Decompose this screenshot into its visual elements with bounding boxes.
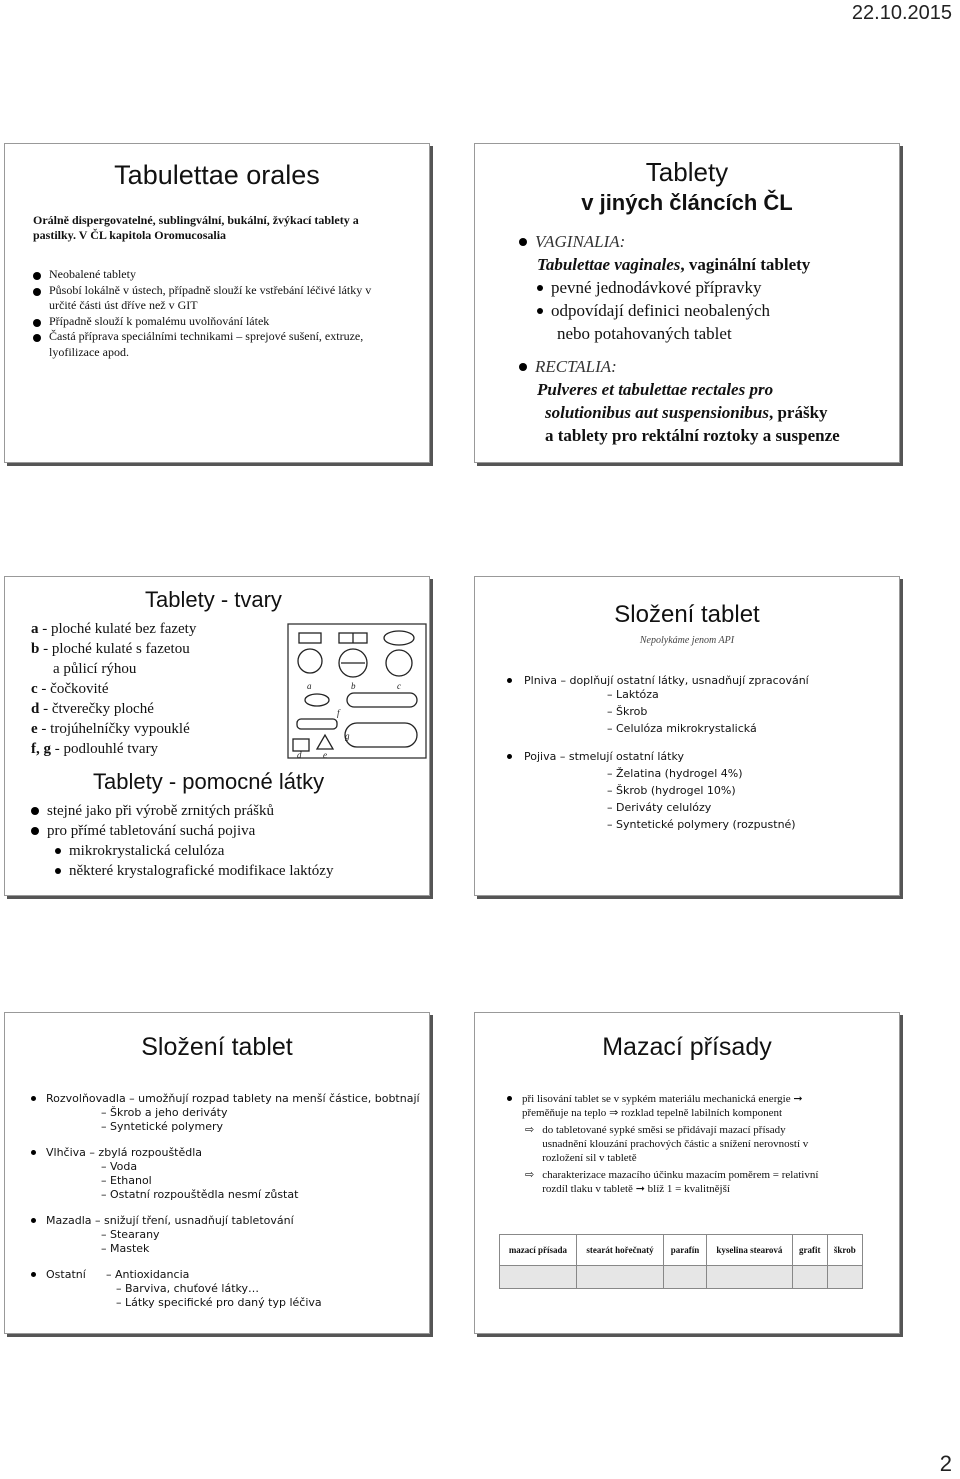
bullet-dot: [507, 754, 512, 759]
bullet-dot: [31, 1096, 36, 1101]
list-item: ⇨ charakterizace mazacího účinku mazacím poměrem = relativní rozdíl tlaku v tabletě ➞ blíž 1 = kvalitnější: [525, 1169, 819, 1195]
bullet-dot: [537, 285, 543, 291]
lubricant-table: [499, 1234, 863, 1289]
list-item: – Látky specifické pro daný typ léčiva: [116, 1296, 322, 1309]
slide-title-2: Tablety - pomocné látky: [93, 769, 325, 794]
bullet-dot: [33, 272, 41, 280]
list-item: a - ploché kulaté bez fazety: [31, 621, 197, 637]
bullet-dot: [55, 868, 61, 874]
table-cell: mazací přísada: [500, 1235, 577, 1266]
list-item: – Laktóza: [607, 688, 659, 701]
page-date: 22.10.2015: [851, 2, 952, 24]
figure-letter-c: c: [397, 681, 401, 691]
list-item: – Ostatní rozpouštědla nesmí zůstat: [101, 1188, 299, 1201]
list-item: – Voda: [101, 1160, 138, 1173]
list-item: a půlicí rýhou: [53, 661, 137, 677]
list-item: Neobalené tablety: [33, 267, 383, 283]
group-pojiva: Pojiva – stmelují ostatní látky: [507, 750, 899, 764]
outline-arrow-icon: ⇨: [525, 1124, 535, 1136]
vaginalia-section: [519, 230, 899, 345]
slide-title: Tablety: [645, 157, 729, 187]
list-item: odpovídají definici neobalených: [519, 299, 899, 322]
figure-letter-b: b: [351, 681, 356, 691]
bullet-dot: [33, 319, 41, 327]
rectalia-line-2: solutionibus aut suspensionibus, prášky: [545, 403, 828, 422]
list-item: – Syntetické polymery: [101, 1120, 223, 1133]
slide-title: Tabulettae orales: [114, 160, 320, 190]
list-item: c - čočkovité: [31, 681, 109, 697]
list-item: pevné jednodávkové přípravky: [519, 276, 899, 299]
bullet-dot: [31, 1272, 36, 1277]
slide-mazaci-prisady: [474, 1012, 900, 1334]
lubricants-text: [507, 1092, 879, 1196]
table-row: [500, 1266, 863, 1289]
slide-tablety-tvary: [4, 576, 430, 896]
figure-letters: [287, 623, 427, 759]
intro-line-1: Orálně dispergovatelné, sublingvální, bukální, žvýkací tablety a: [33, 213, 359, 227]
list-item: Působí lokálně v ústech, případně slouží ke vstřebání léčivé látky v určité části úst dříve než v GIT: [33, 283, 383, 314]
list-item: – Barviva, chuťové látky…: [116, 1282, 260, 1295]
figure-letter-d: d: [297, 750, 302, 759]
table-row: [500, 1235, 863, 1266]
bullet-dot: [507, 1096, 512, 1101]
list-item: při lisování tablet se v sypkém materiálu mechanická energie ➞ přeměňuje na teplo ⇒ rozklad tepelně labilních komponent: [507, 1092, 879, 1120]
excipients-list: [31, 801, 333, 881]
intro-line-2: pastilky. V ČL kapitola Oromucosalia: [33, 228, 227, 242]
list-item: – Škrob: [607, 705, 648, 718]
slide-title: Mazací přísady: [602, 1033, 772, 1061]
shapes-list: [31, 619, 196, 759]
list-item-continuation: nebo potahovaných tablet: [557, 324, 732, 343]
bullet-dot: [33, 288, 41, 296]
group-rozvolnovadla: Rozvolňovadla – umožňují rozpad tablety na menší částice, bobtnají: [31, 1092, 429, 1106]
figure-letter-e: e: [323, 750, 327, 759]
list-item: – Škrob a jeho deriváty: [101, 1106, 228, 1119]
group-ostatni: Ostatní – Antioxidancia: [31, 1268, 429, 1282]
table-cell: [827, 1266, 862, 1289]
list-item: – Škrob (hydrogel 10%): [607, 784, 736, 797]
bullet-dot: [31, 827, 39, 835]
table-cell: kyselina stearová: [706, 1235, 792, 1266]
slide-title: Tablety - tvary: [145, 587, 282, 612]
list-item: Případně slouží k pomalému uvolňování látek: [33, 314, 383, 330]
composition-list: [507, 674, 899, 832]
list-item: ⇨ do tabletované sypké směsi se přidávají mazací přísady usnadnění klouzání prachových částic a snížení nerovností v rozložení sil v tabletě: [525, 1124, 809, 1164]
list-item: – Stearany: [101, 1228, 160, 1241]
list-item: – Ethanol: [101, 1174, 152, 1187]
vaginalia-lead: Tabulettae vaginales, vaginální tablety: [537, 255, 811, 274]
slide-tablety-jine-clanky: [474, 143, 900, 463]
slide-subtitle: Nepolykáme jenom API: [639, 635, 735, 646]
slide-title: Složení tablet: [614, 601, 760, 628]
list-item: stejné jako při výrobě zrnitých prášků: [31, 801, 333, 821]
list-item: – Celulóza mikrokrystalická: [607, 722, 757, 735]
implies-arrow-icon: ⇒: [606, 1107, 622, 1119]
slide-tabulettae-orales: [4, 143, 430, 463]
table-cell: [706, 1266, 792, 1289]
list-item: některé krystalografické modifikace laktózy: [31, 861, 333, 881]
right-arrow-icon: ➞: [632, 1183, 648, 1195]
right-arrow-icon: ➞: [790, 1093, 803, 1105]
rectalia-section: [519, 355, 899, 447]
table-cell: [500, 1266, 577, 1289]
list-item: f, g - podlouhlé tvary: [31, 741, 159, 757]
rectalia-line-3: a tablety pro rektální roztoky a suspenze: [545, 426, 840, 445]
intro-text: [33, 213, 429, 243]
page-number: 2: [939, 1451, 952, 1476]
bullet-dot: [31, 1150, 36, 1155]
list-item: mikrokrystalická celulóza: [31, 841, 333, 861]
group-vlhciva: Vlhčiva – zbylá rozpouštědla: [31, 1146, 429, 1160]
figure-letter-f: f: [337, 708, 340, 718]
list-item: – Želatina (hydrogel 4%): [607, 767, 743, 780]
outline-arrow-icon: ⇨: [525, 1169, 535, 1181]
table-cell: [792, 1266, 827, 1289]
bullet-dot: [519, 238, 527, 246]
bullet-dot: [55, 848, 61, 854]
bullet-dot: [31, 1218, 36, 1223]
composition-list: [31, 1092, 429, 1310]
list-item: – Deriváty celulózy: [607, 801, 712, 814]
table-cell: grafit: [792, 1235, 827, 1266]
bullet-dot: [519, 363, 527, 371]
list-item: Častá příprava speciálními technikami – sprejové sušení, extruze, lyofilizace apod.: [33, 329, 383, 360]
bullet-dot: [33, 334, 41, 342]
table-cell: parafín: [664, 1235, 707, 1266]
table-cell: škrob: [827, 1235, 862, 1266]
table-cell: [664, 1266, 707, 1289]
section-heading: RECTALIA:: [535, 357, 617, 376]
table-cell: stearát hořečnatý: [576, 1235, 663, 1266]
bullet-dot: [537, 308, 543, 314]
list-item: pro přímé tabletování suchá pojiva: [31, 821, 333, 841]
figure-letter-g: g: [345, 731, 350, 741]
bullet-dot: [31, 807, 39, 815]
table-cell: [576, 1266, 663, 1289]
slide-slozeni-tablet-1: [474, 576, 900, 896]
list-item: d - čtverečky ploché: [31, 701, 154, 717]
slide-slozeni-tablet-2: [4, 1012, 430, 1334]
slide-subtitle: v jiných článcích ČL: [581, 190, 793, 215]
figure-letter-a: a: [307, 681, 312, 691]
bullet-dot: [507, 678, 512, 683]
slide-title: Složení tablet: [141, 1033, 293, 1061]
list-item: e - trojúhelníčky vypouklé: [31, 721, 190, 737]
list-item: b - ploché kulaté s fazetou: [31, 641, 190, 657]
group-mazadla: Mazadla – snižují tření, usnadňují tabletování: [31, 1214, 429, 1228]
bullet-list: [33, 267, 383, 360]
section-heading: VAGINALIA:: [535, 232, 626, 251]
list-item: – Syntetické polymery (rozpustné): [607, 818, 796, 831]
group-plniva: Plniva – doplňují ostatní látky, usnadňují zpracování: [507, 674, 899, 688]
rectalia-line-1: Pulveres et tabulettae rectales pro: [537, 380, 774, 399]
list-item: – Mastek: [101, 1242, 150, 1255]
